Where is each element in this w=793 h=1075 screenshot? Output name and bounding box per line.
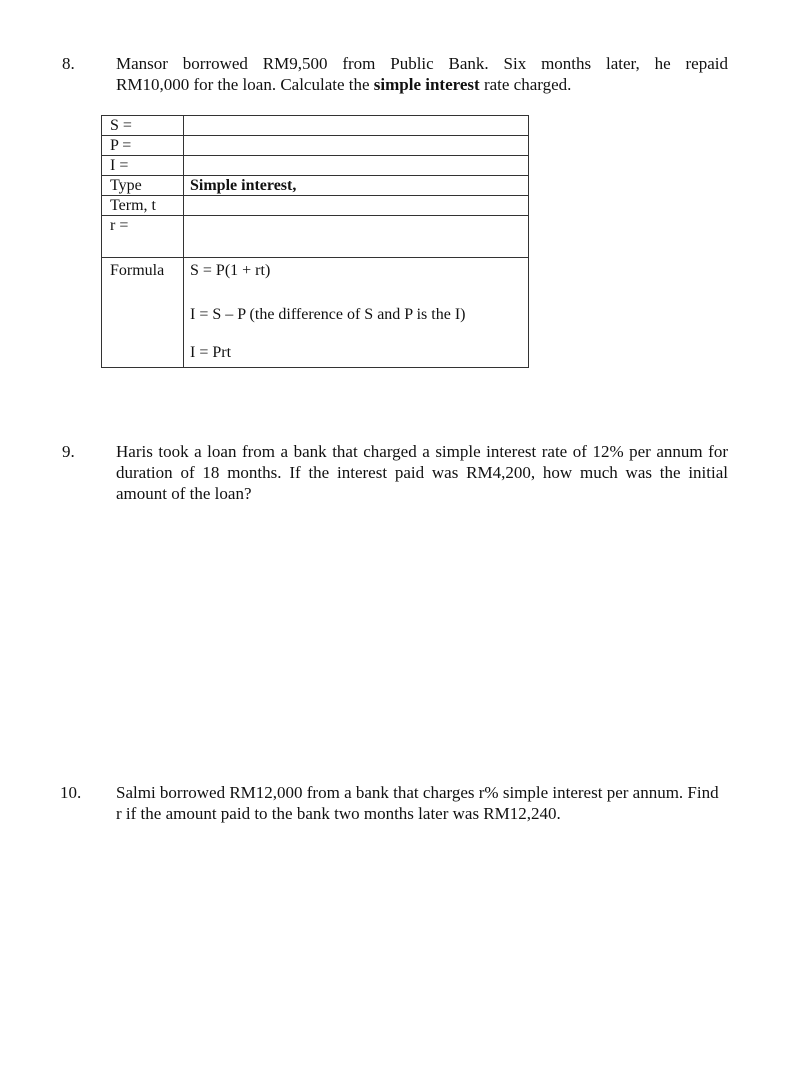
question-text-line: Mansor borrowed RM9,500 from Public Bank. Six months later, he repaid bbox=[116, 54, 728, 73]
row-value bbox=[184, 116, 529, 136]
question-text-segment: rate charged. bbox=[479, 75, 572, 94]
question-text bbox=[116, 53, 728, 95]
question-text: Haris took a loan from a bank that charged a simple interest rate of 12% per annum for duration of 18 months. If the interest paid was RM4,200, how much was the initial amount of the loan? bbox=[116, 442, 728, 503]
table-row bbox=[102, 136, 529, 156]
formula-label: Formula bbox=[102, 258, 184, 368]
formula-cell bbox=[184, 258, 529, 368]
row-label: Term, t bbox=[102, 196, 184, 216]
question-text: Salmi borrowed RM12,000 from a bank that charges r% simple interest per annum. Find r if the amount paid to the bank two months later was RM12,240. bbox=[116, 783, 719, 823]
formula-row bbox=[102, 258, 529, 368]
question-number: 8. bbox=[62, 54, 75, 73]
row-value bbox=[184, 136, 529, 156]
table-row bbox=[102, 116, 529, 136]
question-text-segment: RM10,000 for the loan. Calculate the bbox=[116, 75, 374, 94]
working-table bbox=[101, 115, 529, 368]
row-label: Type bbox=[102, 176, 184, 196]
row-label: I = bbox=[102, 156, 184, 176]
question-number: 10. bbox=[60, 783, 82, 802]
question-number: 9. bbox=[62, 442, 75, 461]
table-row bbox=[102, 156, 529, 176]
row-value bbox=[184, 216, 529, 258]
table-row bbox=[102, 176, 529, 196]
formula-line: I = Prt bbox=[190, 344, 232, 361]
question-text-emphasis: simple interest bbox=[373, 75, 480, 94]
table-row bbox=[102, 216, 529, 258]
question-text-line bbox=[116, 74, 728, 95]
formula-line: I = S – P (the difference of S and P is the I) bbox=[190, 306, 466, 323]
row-label: r = bbox=[102, 216, 184, 258]
row-value bbox=[184, 196, 529, 216]
row-value: Simple interest, bbox=[184, 176, 529, 196]
table-row bbox=[102, 196, 529, 216]
formula-line: S = P(1 + rt) bbox=[190, 262, 271, 279]
row-label: S = bbox=[102, 116, 184, 136]
row-label: P = bbox=[102, 136, 184, 156]
row-value bbox=[184, 156, 529, 176]
